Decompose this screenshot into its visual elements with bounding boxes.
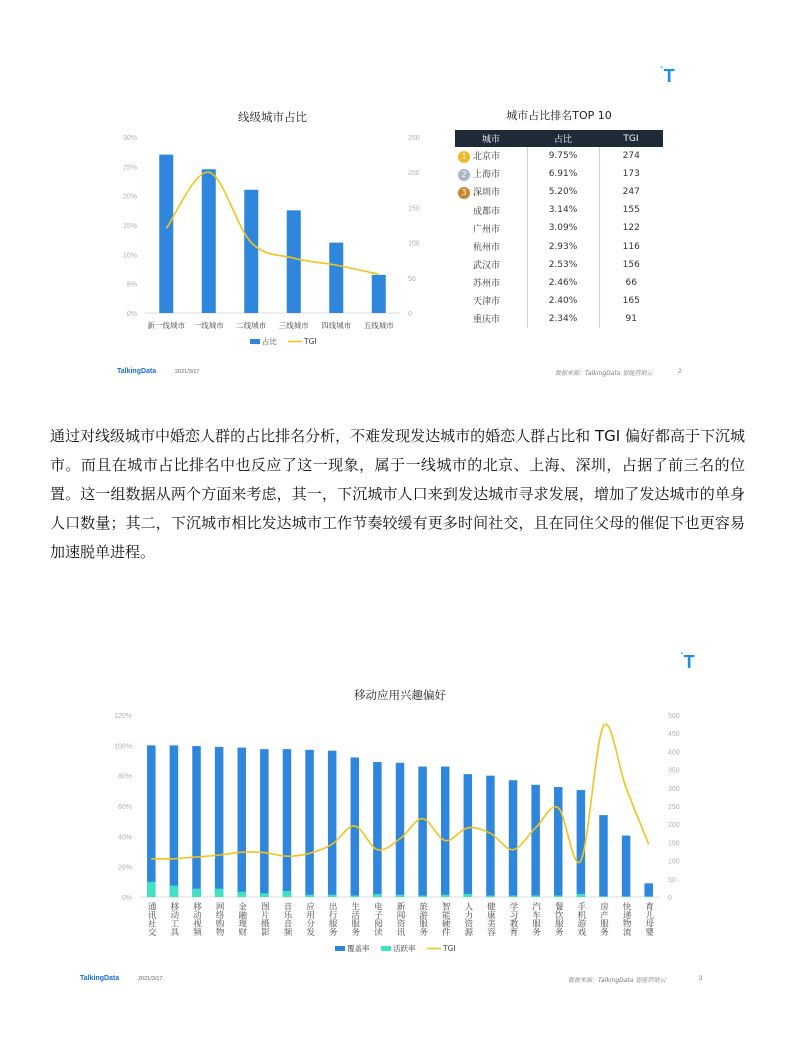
- y-right-tick-label: 200: [668, 822, 680, 830]
- x-category-label: 快递物流: [621, 902, 632, 936]
- x-category-label: 餐饮服务: [553, 902, 564, 936]
- bar-secondary: [147, 882, 156, 897]
- ranking-row: [455, 201, 663, 219]
- bar-primary: [159, 155, 173, 313]
- x-category-label: 一线城市: [193, 321, 224, 330]
- logo-dot-icon-2: ●: [680, 651, 684, 657]
- ranking-share: 3.14%: [527, 201, 599, 219]
- ranking-share: 3.09%: [527, 219, 599, 237]
- footer-date-2: 2021/3/17: [138, 976, 163, 982]
- footer-source: 数据来源：TalkingData 智能营销云: [555, 370, 653, 377]
- bar-primary: [531, 785, 540, 897]
- bar-secondary: [283, 891, 292, 897]
- ranking-city: [455, 274, 527, 292]
- bar-secondary: [441, 895, 450, 897]
- bar-secondary: [622, 896, 631, 897]
- bar-secondary: [260, 893, 269, 897]
- bar-primary: [147, 745, 156, 897]
- bar-primary: [202, 169, 216, 313]
- ranking-header-tgi: TGI: [599, 130, 663, 147]
- talkingdata-logo-icon: ●T: [660, 65, 675, 86]
- bar-primary: [287, 210, 301, 313]
- y-left-tick-label: 15%: [122, 223, 137, 230]
- bar-primary: [260, 749, 269, 897]
- y-right-tick-label: 250: [408, 135, 420, 142]
- y-right-tick-label: 300: [668, 785, 680, 793]
- ranking-share: 2.34%: [527, 310, 599, 328]
- footer-brand-logo: TalkingData: [117, 368, 157, 375]
- bar-primary: [283, 749, 292, 897]
- ranking-city-label: 北京市: [473, 152, 501, 163]
- y-right-tick-label: 100: [668, 858, 680, 866]
- bar-primary: [328, 751, 337, 897]
- y-left-tick-label: 80%: [117, 773, 132, 781]
- tgi-line: [166, 172, 379, 274]
- bar-primary: [170, 745, 179, 897]
- ranking-share: 5.20%: [527, 183, 599, 201]
- ranking-city-label: 苏州市: [473, 279, 501, 290]
- x-category-label: 通讯社交: [146, 902, 157, 936]
- y-left-tick-label: 0%: [126, 311, 137, 318]
- legend-label: 活跃率: [393, 944, 416, 953]
- bar-secondary: [328, 895, 337, 897]
- x-category-label: 旅游服务: [417, 902, 428, 936]
- y-left-tick-label: 20%: [122, 193, 137, 201]
- bar-primary: [372, 275, 386, 313]
- ranking-row: [455, 147, 663, 165]
- bar-primary: [329, 243, 343, 313]
- x-category-label: 手机游戏: [575, 902, 586, 936]
- ranking-row: [455, 219, 663, 237]
- legend-label: TGI: [304, 337, 317, 346]
- x-category-label: 四线城市: [321, 321, 352, 330]
- footer-date: 2021/3/17: [175, 369, 200, 375]
- bar-primary: [305, 750, 314, 897]
- legend-swatch: [250, 339, 260, 344]
- ranking-share: 2.40%: [527, 292, 599, 310]
- ranking-share: 2.93%: [527, 237, 599, 255]
- y-left-tick-label: 25%: [122, 164, 137, 172]
- ranking-city: [455, 237, 527, 255]
- bar-primary: [237, 748, 246, 897]
- bar-primary: [192, 746, 201, 897]
- ranking-header-row: [455, 130, 663, 147]
- ranking-city-label: 天津市: [473, 297, 501, 308]
- y-right-tick-label: 50: [668, 876, 676, 884]
- y-left-tick-label: 100%: [114, 743, 132, 751]
- talkingdata-logo-icon-2: ●T: [680, 651, 695, 672]
- ranking-tgi: 247: [622, 187, 640, 198]
- x-category-label: 网络购物: [214, 902, 225, 936]
- footer-page-number-2: 3: [699, 976, 703, 982]
- bar-primary: [554, 787, 563, 897]
- chart-title: 线级城市占比: [238, 110, 307, 124]
- ranking-city-label: 广州市: [473, 224, 501, 235]
- ranking-tgi: 156: [622, 259, 640, 270]
- x-category-label: 移动视频: [191, 902, 202, 936]
- x-category-label: 生活服务: [349, 902, 360, 936]
- y-left-tick-label: 60%: [117, 804, 132, 811]
- y-left-tick-label: 5%: [126, 281, 137, 289]
- y-left-tick-label: 20%: [117, 864, 132, 872]
- ranking-row: [455, 165, 663, 183]
- footer-source-2: 数据来源：TalkingData 智能营销云: [568, 977, 666, 984]
- ranking-header-city: 城市: [455, 130, 527, 147]
- chart-title: 移动应用兴趣偏好: [354, 688, 446, 702]
- ranking-share: 2.53%: [527, 256, 599, 274]
- bar-primary: [441, 767, 450, 897]
- ranking-city: [455, 147, 527, 165]
- x-category-label: 新闻资讯: [395, 902, 405, 936]
- ranking-city-label: 深圳市: [473, 188, 501, 199]
- ranking-city: [455, 219, 527, 237]
- y-left-tick-label: 120%: [114, 713, 132, 720]
- ranking-city-label: 重庆市: [473, 315, 501, 326]
- y-left-tick-label: 10%: [122, 252, 137, 260]
- bar-primary: [486, 776, 495, 897]
- bar-secondary: [351, 895, 360, 897]
- ranking-tgi: 165: [622, 295, 640, 306]
- legend-swatch: [381, 946, 391, 951]
- bar-secondary: [464, 894, 473, 897]
- app-interest-chart: [95, 680, 695, 955]
- ranking-tgi: 66: [625, 277, 637, 288]
- ranking-city: [455, 183, 527, 201]
- bar-secondary: [599, 896, 608, 897]
- y-left-tick-label: 0%: [121, 895, 132, 902]
- bar-secondary: [531, 895, 540, 897]
- ranking-table: [455, 130, 663, 328]
- y-left-tick-label: 30%: [122, 135, 137, 142]
- x-category-label: 出行服务: [327, 902, 338, 936]
- bar-primary: [599, 815, 608, 897]
- bar-primary: [509, 780, 517, 897]
- x-category-label: 新一线城市: [147, 321, 185, 330]
- ranking-city: [455, 310, 527, 328]
- ranking-title: 城市占比排名TOP 10: [506, 109, 612, 122]
- bar-primary: [622, 836, 631, 897]
- ranking-header-share: 占比: [527, 130, 599, 147]
- logo-dot-icon: ●: [660, 65, 664, 71]
- y-right-tick-label: 250: [668, 804, 680, 811]
- x-category-label: 学习教育: [508, 902, 519, 936]
- x-category-label: 金融理财: [236, 902, 247, 936]
- y-right-tick-label: 450: [668, 731, 680, 739]
- ranking-tgi: 155: [622, 205, 640, 216]
- y-right-tick-label: 50: [408, 275, 416, 283]
- ranking-tgi: 91: [625, 313, 637, 324]
- ranking-city-label: 上海市: [473, 170, 501, 181]
- analysis-paragraph: 通过对线级城市中婚恋人群的占比排名分析，不难发现发达城市的婚恋人群占比和 TGI 偏好都高于下沉城市。而且在城市占比排名中也反应了这一现象，属于一线城市的北京、上海、深圳，占据了前三名的位置。这一组数据从两个方面来考虑，其一，下沉城市人口来到发达城市寻求发展，增加了发达城市的单身人口数量；其二，下沉城市相比发达城市工作节奏较缓有更多时间社交，且在同住父母的催促下也更容易加速脱单进程。: [50, 427, 745, 561]
- x-category-label: 三线城市: [278, 321, 309, 330]
- bar-secondary: [305, 895, 314, 897]
- ranking-row: [455, 237, 663, 255]
- bar-secondary: [396, 895, 405, 897]
- x-category-label: 五线城市: [363, 321, 394, 330]
- bar-secondary: [170, 886, 179, 897]
- ranking-city: [455, 201, 527, 219]
- ranking-city-label: 杭州市: [473, 243, 501, 254]
- ranking-row: [455, 183, 663, 201]
- ranking-share: 2.46%: [527, 274, 599, 292]
- bar-primary: [396, 763, 405, 897]
- y-right-tick-label: 0: [668, 895, 672, 902]
- bar-secondary: [418, 895, 427, 897]
- ranking-share: 6.91%: [527, 165, 599, 183]
- bar-secondary: [644, 896, 653, 897]
- x-category-label: 智能硬件: [440, 902, 451, 936]
- y-right-tick-label: 150: [408, 205, 420, 213]
- x-category-label: 健康美容: [485, 902, 496, 936]
- legend-label: 占比: [262, 337, 277, 346]
- x-category-label: 人力资源: [462, 902, 473, 936]
- x-category-label: 育儿母婴: [643, 902, 654, 936]
- bar-secondary: [577, 894, 586, 897]
- ranking-row: [455, 274, 663, 292]
- y-right-tick-label: 100: [408, 240, 420, 248]
- y-right-tick-label: 200: [408, 170, 420, 178]
- bar-secondary: [509, 895, 517, 897]
- x-category-label: 移动工具: [168, 902, 179, 936]
- x-category-label: 电子阅读: [372, 902, 383, 936]
- bar-secondary: [192, 889, 201, 897]
- ranking-row: [455, 256, 663, 274]
- bar-primary: [464, 774, 473, 897]
- rank-medal-icon: 3: [458, 187, 470, 199]
- legend-label: TGI: [443, 944, 456, 953]
- legend-swatch: [335, 946, 345, 951]
- y-right-tick-label: 500: [668, 713, 680, 720]
- x-category-label: 音乐音频: [281, 902, 292, 936]
- ranking-city-label: 武汉市: [473, 261, 501, 272]
- bar-primary: [644, 883, 653, 897]
- city-tier-share-chart: [110, 100, 440, 355]
- ranking-city: [455, 165, 527, 183]
- ranking-row: [455, 310, 663, 328]
- x-category-label: 汽车服务: [530, 902, 541, 936]
- rank-medal-icon: 2: [458, 169, 470, 181]
- y-left-tick-label: 40%: [117, 834, 132, 842]
- y-right-tick-label: 150: [668, 840, 680, 848]
- ranking-city: [455, 292, 527, 310]
- legend-label: 覆盖率: [347, 944, 370, 953]
- ranking-city: [455, 256, 527, 274]
- bar-secondary: [486, 895, 495, 897]
- x-category-label: 二线城市: [236, 321, 267, 330]
- y-right-tick-label: 400: [668, 749, 680, 757]
- bar-secondary: [237, 892, 246, 897]
- ranking-tgi: 116: [622, 241, 640, 252]
- bar-primary: [373, 762, 382, 897]
- ranking-city-label: 成都市: [473, 206, 501, 217]
- footer-brand-logo-2: TalkingData: [80, 975, 120, 982]
- ranking-tgi: 173: [622, 169, 640, 180]
- x-category-label: 房产服务: [598, 902, 609, 936]
- y-right-tick-label: 0: [408, 311, 412, 318]
- ranking-tgi: 122: [622, 223, 640, 234]
- bar-primary: [577, 790, 586, 897]
- ranking-row: [455, 292, 663, 310]
- ranking-share: 9.75%: [527, 147, 599, 165]
- y-right-tick-label: 350: [668, 767, 680, 775]
- footer-page-number: 2: [678, 369, 682, 375]
- bar-primary: [418, 767, 427, 897]
- bar-primary: [215, 747, 224, 897]
- bar-secondary: [215, 889, 224, 897]
- bar-secondary: [373, 894, 382, 897]
- bar-primary: [244, 190, 258, 313]
- bar-secondary: [554, 895, 563, 897]
- ranking-tgi: 274: [622, 151, 640, 162]
- x-category-label: 应用分发: [304, 902, 315, 936]
- x-category-label: 图片摄影: [259, 902, 270, 936]
- rank-medal-icon: 1: [458, 151, 470, 163]
